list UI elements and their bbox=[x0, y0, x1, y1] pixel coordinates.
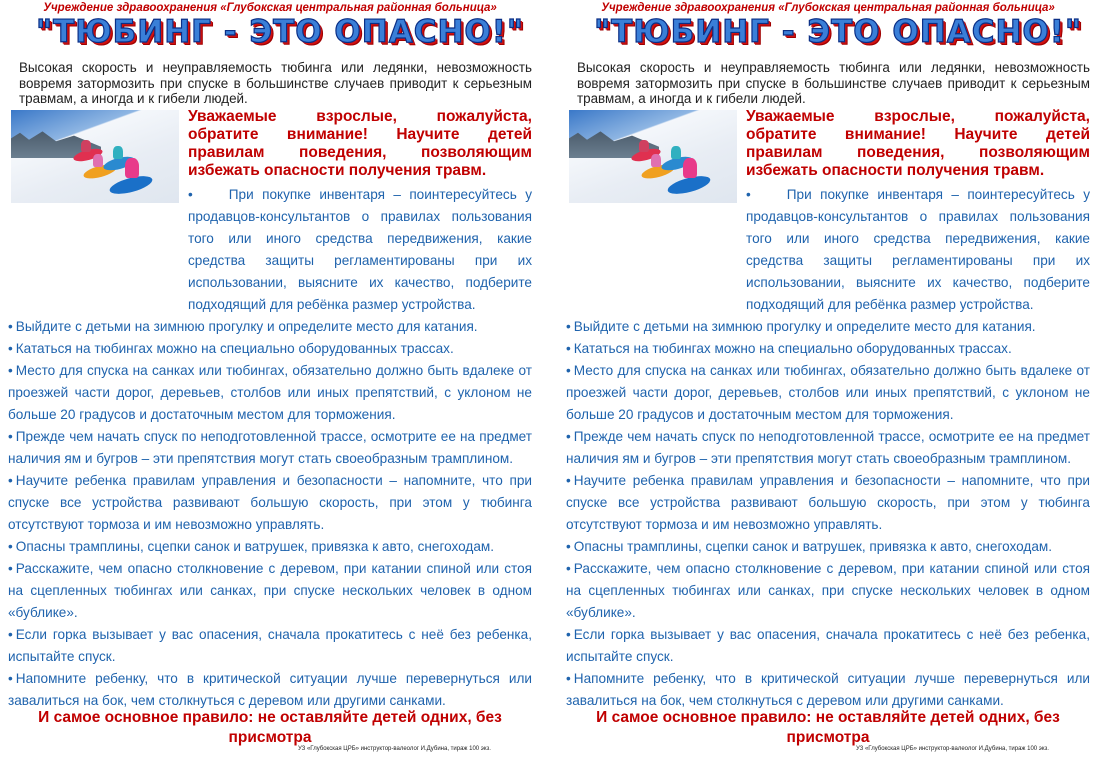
bullet-icon: • bbox=[746, 187, 751, 202]
bullet-icon: • bbox=[566, 363, 571, 378]
organization-header: Учреждение здравоохранения «Глубокская центральная районная больница» bbox=[43, 2, 497, 14]
bullet-icon: • bbox=[8, 627, 13, 642]
footer-credit: УЗ «Глубокская ЦРБ» инструктор-валеолог И.Дубина, тираж 100 экз. bbox=[856, 746, 1049, 752]
bullet-icon: • bbox=[8, 429, 13, 444]
bullet-icon: • bbox=[8, 539, 13, 554]
list-item bbox=[8, 360, 532, 426]
rider bbox=[651, 154, 661, 167]
rider bbox=[125, 158, 139, 178]
intro-text: Высокая скорость и неуправляемость тюбинга или ледянки, невозможность вовремя затормозить при спуске в большинстве случаев приводит к серьезным травмам, а иногда и к гибели людей. bbox=[19, 60, 532, 106]
appeal-heading: Уважаемые взрослые, пожалуйста, обратите внимание! Научите детей правилам поведения, позволяющим избежать опасности получения травм. bbox=[746, 108, 1090, 179]
final-rule: И самое основное правило: не оставляйте детей одних, без присмотра bbox=[38, 709, 502, 746]
bullet-icon: • bbox=[566, 671, 571, 686]
rule-text: Выйдите с детьми на зимнюю прогулку и определите место для катания. bbox=[573, 319, 1036, 334]
rider bbox=[81, 140, 91, 152]
list-item bbox=[566, 624, 1090, 668]
list-item bbox=[566, 536, 1090, 558]
rule-text: Научите ребенка правилам управления и безопасности – напомните, что при спуске все устройства развивают большую скорость, при этом у тюбинга отсутствуют тормоза и им невозможно управлять. bbox=[566, 473, 1090, 532]
rule-text: Прежде чем начать спуск по неподготовленной трассе, осмотрите ее на предмет наличия ям и бугров – эти препятствия могут стать своеобразным трамплином. bbox=[566, 429, 1090, 466]
rule-text: При покупке инвентаря – поинтересуйтесь у продавцов-консультантов о правилах пользования того или иного средства передвижения, какие средства защиты регламентированы при их использовании, выясните их качество, подберите подходящий для ребёнка размер устройства. bbox=[188, 187, 532, 312]
list-item bbox=[8, 558, 532, 624]
list-item bbox=[566, 668, 1090, 712]
list-item bbox=[566, 470, 1090, 536]
final-rule: И самое основное правило: не оставляйте детей одних, без присмотра bbox=[596, 709, 1060, 746]
rider bbox=[671, 146, 681, 159]
list-item bbox=[8, 668, 532, 712]
rule-text: Опасны трамплины, сцепки санок и ватрушек, привязка к авто, снегоходам. bbox=[573, 539, 1053, 554]
leaflet-right bbox=[558, 0, 1098, 759]
rule-text: Кататься на тюбингах можно на специально оборудованных трассах. bbox=[15, 341, 454, 356]
rule-text: Опасны трамплины, сцепки санок и ватрушек, привязка к авто, снегоходам. bbox=[15, 539, 495, 554]
list-item bbox=[566, 426, 1090, 470]
leaflet-left bbox=[0, 0, 540, 759]
rule-text: Кататься на тюбингах можно на специально оборудованных трассах. bbox=[573, 341, 1012, 356]
footer-credit: УЗ «Глубокская ЦРБ» инструктор-валеолог И.Дубина, тираж 100 экз. bbox=[298, 746, 491, 752]
rider bbox=[93, 154, 103, 167]
leaflet-title: "ТЮБИНГ - ЭТО ОПАСНО!" bbox=[593, 14, 1083, 50]
rider bbox=[683, 158, 697, 178]
bullet-icon: • bbox=[566, 539, 571, 554]
bullet-icon: • bbox=[566, 473, 571, 488]
rule-text: Расскажите, чем опасно столкновение с деревом, при катании спиной или стоя на сцепленных тюбингах или санках, при спуске нескольких человек в одном «бублике». bbox=[8, 561, 532, 620]
rule-text: Если горка вызывает у вас опасения, сначала прокатитесь с неё без ребенка, испытайте спуск. bbox=[566, 627, 1090, 664]
bullet-icon: • bbox=[8, 561, 13, 576]
bullet-icon: • bbox=[566, 319, 571, 334]
organization-header: Учреждение здравоохранения «Глубокская центральная районная больница» bbox=[601, 2, 1055, 14]
rule-text: Расскажите, чем опасно столкновение с деревом, при катании спиной или стоя на сцепленных тюбингах или санках, при спуске нескольких человек в одном «бублике». bbox=[566, 561, 1090, 620]
rule-text: При покупке инвентаря – поинтересуйтесь у продавцов-консультантов о правилах пользования того или иного средства передвижения, какие средства защиты регламентированы при их использовании, выясните их качество, подберите подходящий для ребёнка размер устройства. bbox=[746, 187, 1090, 312]
list-item bbox=[8, 470, 532, 536]
safety-rules-list bbox=[8, 184, 532, 712]
appeal-heading: Уважаемые взрослые, пожалуйста, обратите внимание! Научите детей правилам поведения, позволяющим избежать опасности получения травм. bbox=[188, 108, 532, 179]
bullet-icon: • bbox=[566, 341, 571, 356]
list-item bbox=[8, 624, 532, 668]
bullet-icon: • bbox=[8, 473, 13, 488]
bullet-icon: • bbox=[566, 627, 571, 642]
intro-text: Высокая скорость и неуправляемость тюбинга или ледянки, невозможность вовремя затормозить при спуске в большинстве случаев приводит к серьезным травмам, а иногда и к гибели людей. bbox=[577, 60, 1090, 106]
rule-text: Прежде чем начать спуск по неподготовленной трассе, осмотрите ее на предмет наличия ям и бугров – эти препятствия могут стать своеобразным трамплином. bbox=[8, 429, 532, 466]
rule-text: Выйдите с детьми на зимнюю прогулку и определите место для катания. bbox=[15, 319, 478, 334]
list-item bbox=[8, 338, 532, 360]
bullet-icon: • bbox=[8, 671, 13, 686]
rule-text: Если горка вызывает у вас опасения, сначала прокатитесь с неё без ребенка, испытайте спуск. bbox=[8, 627, 532, 664]
list-item bbox=[8, 536, 532, 558]
list-item bbox=[566, 316, 1090, 338]
list-item bbox=[8, 184, 532, 316]
rule-text: Место для спуска на санках или тюбингах, обязательно должно быть вдалеке от проезжей части дорог, деревьев, столбов или иных препятствий, с уклоном не больше 20 градусов и достаточным местом для торможения. bbox=[566, 363, 1090, 422]
list-item bbox=[566, 338, 1090, 360]
bullet-icon: • bbox=[8, 341, 13, 356]
bullet-icon: • bbox=[566, 561, 571, 576]
rule-text: Место для спуска на санках или тюбингах, обязательно должно быть вдалеке от проезжей части дорог, деревьев, столбов или иных препятствий, с уклоном не больше 20 градусов и достаточным местом для торможения. bbox=[8, 363, 532, 422]
list-item bbox=[8, 426, 532, 470]
rule-text: Научите ребенка правилам управления и безопасности – напомните, что при спуске все устройства развивают большую скорость, при этом у тюбинга отсутствуют тормоза и им невозможно управлять. bbox=[8, 473, 532, 532]
bullet-icon: • bbox=[566, 429, 571, 444]
leaflet-title: "ТЮБИНГ - ЭТО ОПАСНО!" bbox=[35, 14, 525, 50]
rule-text: Напомните ребенку, что в критической ситуации лучше перевернуться или завалиться на бок, чем столкнуться с деревом или другими санками. bbox=[566, 671, 1090, 708]
rider bbox=[639, 140, 649, 152]
rule-text: Напомните ребенку, что в критической ситуации лучше перевернуться или завалиться на бок, чем столкнуться с деревом или другими санками. bbox=[8, 671, 532, 708]
list-item bbox=[566, 558, 1090, 624]
list-item bbox=[8, 316, 532, 338]
safety-rules-list bbox=[566, 184, 1090, 712]
bullet-icon: • bbox=[188, 187, 193, 202]
list-item bbox=[566, 184, 1090, 316]
rider bbox=[113, 146, 123, 159]
list-item bbox=[566, 360, 1090, 426]
bullet-icon: • bbox=[8, 363, 13, 378]
bullet-icon: • bbox=[8, 319, 13, 334]
